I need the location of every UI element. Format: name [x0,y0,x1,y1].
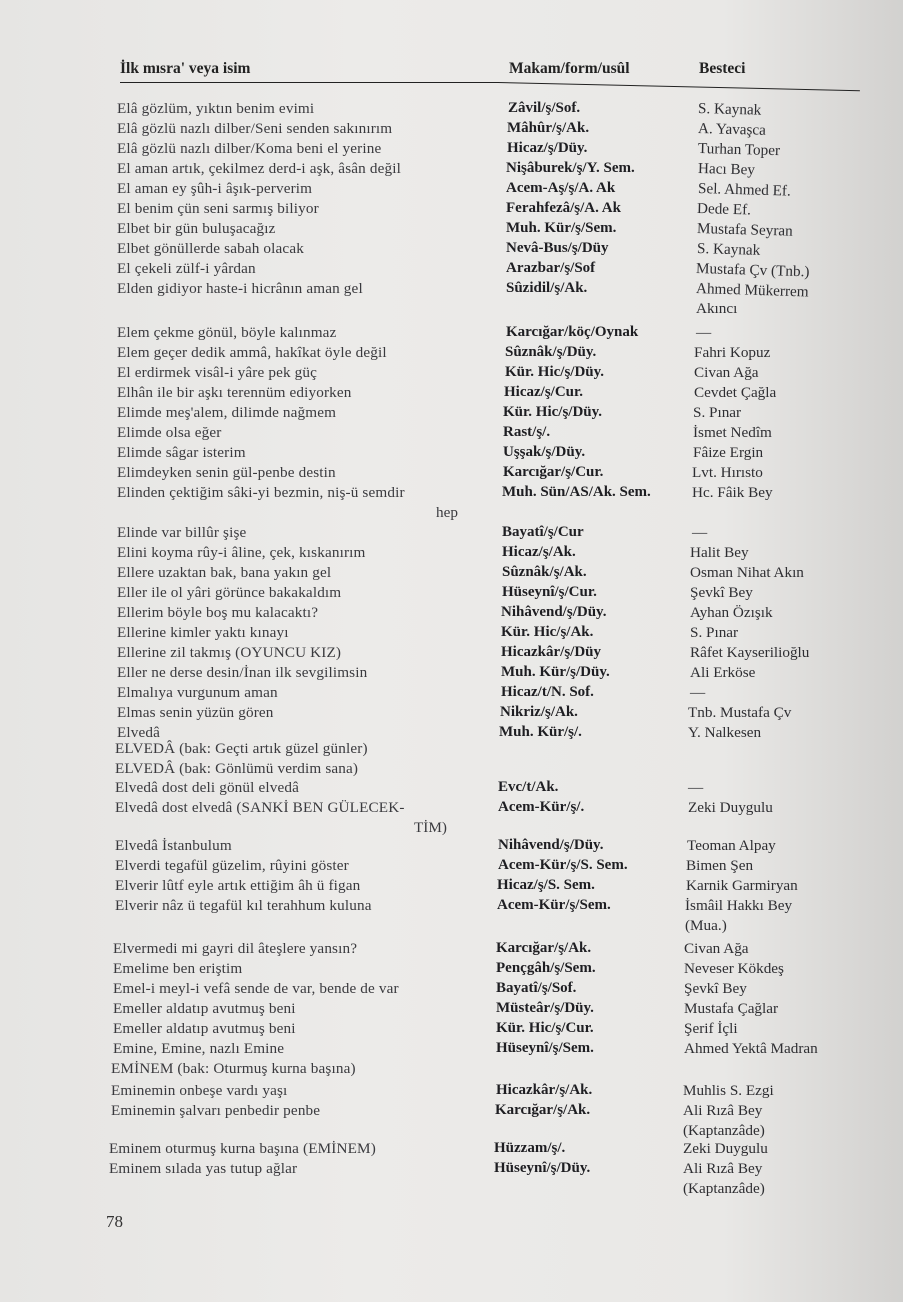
entry-first-line: Emelime ben eriştim [113,960,243,977]
entry-makam: Acem-Kür/ş/. [498,799,585,815]
entry-first-line: Elmalıya vurgunum aman [117,684,278,701]
entry-composer: Halit Bey [690,544,749,561]
entry-composer: Turhan Toper [697,140,781,160]
entry-composer: Cevdet Çağla [694,384,777,401]
entry-composer: Şevkî Bey [684,980,747,997]
entry-first-line: Eller ile ol yâri görünce bakakaldım [117,584,342,601]
entry-composer: Civan Ağa [694,364,759,381]
entry-row [0,160,903,181]
entry-first-line: Elhân ile bir aşkı terennüm ediyorken [117,384,352,401]
entry-makam: Hicazkâr/ş/Düy [501,644,601,660]
entry-first-line: Elverdi tegafül güzelim, rûyini göster [115,857,349,874]
entry-first-line: Elvedâ dost deli gönül elvedâ [115,779,300,796]
entry-first-line: Elimdeyken senin gül-penbe destin [117,464,336,481]
entry-composer-continued: (Kaptanzâde) [683,1122,765,1139]
entry-makam: Hüseynî/ş/Cur. [502,584,597,600]
entry-composer-continued: (Mua.) [685,917,727,934]
entry-makam: Hicaz/ş/Ak. [502,544,576,560]
entry-row [0,1000,903,1021]
entry-composer: Ahmed Mükerrem [695,280,809,301]
entry-composer: Neveser Kökdeş [684,960,784,977]
entry-first-line: Elimde sâgar isterim [117,444,246,461]
entry-first-line: Elem çekme gönül, böyle kalınmaz [117,324,337,341]
entry-row [0,1140,903,1161]
entry-makam: Pençgâh/ş/Sem. [496,960,596,976]
entry-composer-continued: Akıncı [696,300,738,317]
entry-makam: Sûznâk/ş/Düy. [505,344,597,360]
entry-composer: Teoman Alpay [687,837,776,854]
entry-row [0,684,903,705]
entry-composer: İsmet Nedîm [693,424,772,441]
entry-composer: Zeki Duygulu [688,799,773,816]
entry-composer: Sel. Ahmed Ef. [697,180,792,200]
entry-row [0,1020,903,1041]
entry-row [0,324,903,345]
entry-makam: Mâhûr/ş/Ak. [507,120,590,136]
entry-makam: Muh. Kür/ş/Sem. [506,220,617,236]
entry-row [0,960,903,981]
entry-row [0,100,903,121]
entry-composer: Mustafa Seyran [696,220,793,240]
entry-row [0,940,903,961]
header-makam: Makam/form/usûl [509,60,630,77]
entry-composer: Hacı Bey [697,160,756,179]
entry-makam: Hüzzam/ş/. [494,1140,566,1156]
entry-row [0,280,903,317]
entry-makam: Hicaz/ş/S. Sem. [497,877,595,893]
entry-row [0,220,903,241]
entry-first-line: Emine, Emine, nazlı Emine [113,1040,285,1057]
page-number: 78 [106,1212,123,1231]
entry-row [0,1060,903,1081]
entry-row [0,1040,903,1061]
entry-makam: Sûzidil/ş/Ak. [506,280,588,296]
entry-row [0,604,903,625]
entry-first-line: Ellerine kimler yaktı kınayı [117,624,289,641]
entry-row [0,837,903,858]
entry-makam: Muh. Kür/ş/Düy. [501,664,610,680]
entry-row [0,897,903,934]
entry-first-line: Emeller aldatıp avutmuş beni [113,1000,296,1017]
entry-row [0,740,903,761]
entry-row [0,799,903,836]
entry-first-line: Eller ne derse desin/İnan ilk sevgilimsin [117,664,368,681]
entry-makam: Kür. Hic/ş/Düy. [503,404,603,420]
entry-makam: Muh. Kür/ş/. [499,724,582,740]
entry-first-line: EMİNEM (bak: Oturmuş kurna başına) [111,1060,356,1077]
entry-first-line: Ellerine zil takmış (OYUNCU KIZ) [117,644,342,661]
entry-makam: Acem-Aş/ş/A. Ak [506,180,616,196]
entry-row [0,1102,903,1139]
entry-row [0,200,903,221]
entry-row [0,544,903,565]
entry-makam: Müsteâr/ş/Düy. [496,1000,594,1016]
entry-composer: — [690,684,706,701]
entry-first-line: Elinde var billûr şişe [117,524,247,541]
entry-row [0,524,903,545]
entry-composer: Osman Nihat Akın [690,564,804,581]
entry-first-line: El aman ey şûh-i âşık-perverim [117,180,313,197]
entry-first-line: El çekeli zülf-i yârdan [117,260,256,277]
entry-row [0,704,903,725]
entry-composer: A. Yavaşca [697,120,767,139]
entry-first-line: Emel-i meyl-i vefâ sende de var, bende de var [113,980,399,997]
entry-first-line: Eminemin şalvarı penbedir penbe [111,1102,321,1119]
entry-composer: Civan Ağa [684,940,749,957]
entry-row [0,1160,903,1197]
entry-composer: Dede Ef. [696,200,752,219]
entry-first-line-continued: hep [436,504,458,521]
entry-composer: Zeki Duygulu [683,1140,768,1157]
entry-first-line: Elimde olsa eğer [117,424,222,441]
entry-row [0,240,903,261]
entry-composer: — [696,324,712,341]
entry-composer: Fâize Ergin [693,444,764,461]
entry-composer: Ali Rızâ Bey [683,1102,763,1119]
entry-makam: Karcığar/ş/Cur. [503,464,604,480]
entry-makam: Muh. Sün/AS/Ak. Sem. [502,484,651,500]
entry-row [0,980,903,1001]
entry-makam: Bayatî/ş/Sof. [496,980,577,996]
entry-makam: Rast/ş/. [503,424,551,440]
entry-row [0,1082,903,1103]
entry-makam: Kür. Hic/ş/Düy. [505,364,605,380]
entry-makam: Nihâvend/ş/Düy. [501,604,607,620]
entry-composer: Ali Rızâ Bey [683,1160,763,1177]
entry-row [0,404,903,425]
entry-row [0,779,903,800]
entry-makam: Karcığar/ş/Ak. [495,1102,591,1118]
entry-row [0,760,903,781]
entry-makam: Acem-Kür/ş/S. Sem. [498,857,628,873]
entry-makam: Evc/t/Ak. [498,779,559,795]
entry-first-line: Elinden çektiğim sâki-yi bezmin, niş-ü semdir [117,484,405,501]
entry-makam: Nişâburek/ş/Y. Sem. [506,160,635,176]
entry-first-line-continued: TİM) [414,819,447,836]
entry-composer: Şevkî Bey [690,584,753,601]
entry-row [0,260,903,281]
entry-composer: — [692,524,708,541]
entry-first-line: Ellerim böyle boş mu kalacaktı? [117,604,319,621]
entry-row [0,484,903,521]
entry-makam: Hicaz/t/N. Sof. [501,684,594,700]
header-rule-left [120,82,498,83]
entry-composer: Mustafa Çağlar [684,1000,779,1017]
entry-first-line: Elvedâ dost elvedâ (SANKİ BEN GÜLECEK- [115,799,405,816]
entry-composer: S. Pınar [690,624,739,641]
entry-first-line: Eminem oturmuş kurna başına (EMİNEM) [109,1140,376,1157]
entry-row [0,364,903,385]
entry-row [0,584,903,605]
entry-row [0,644,903,665]
entry-composer: Şerif İçli [684,1020,738,1037]
entry-first-line: Elverir lûtf eyle artık ettiğim âh ü figan [115,877,361,894]
entry-row [0,424,903,445]
entry-first-line: Elem geçer dedik ammâ, hakîkat öyle değil [117,344,387,361]
entry-first-line: Elbet bir gün buluşacağız [117,220,276,237]
entry-first-line: Elvermedi mi gayri dil âteşlere yansın? [113,940,358,957]
entry-makam: Hicazkâr/ş/Ak. [496,1082,593,1098]
entry-row [0,384,903,405]
entry-makam: Hicaz/ş/Cur. [504,384,584,400]
entry-row [0,624,903,645]
entry-first-line: ELVEDÂ (bak: Gönlümü verdim sana) [115,760,359,777]
entry-composer: Lvt. Hırısto [692,464,763,481]
entry-composer: Muhlis S. Ezgi [683,1082,774,1099]
entry-composer: — [688,779,704,796]
entry-composer: S. Pınar [693,404,742,421]
entry-makam: Acem-Kür/ş/Sem. [497,897,611,913]
entry-row [0,877,903,898]
entry-makam: Karcığar/ş/Ak. [496,940,592,956]
entry-first-line: Elden gidiyor haste-i hicrânın aman gel [117,280,363,297]
entry-makam: Sûznâk/ş/Ak. [502,564,587,580]
entry-makam: Bayatî/ş/Cur [502,524,584,540]
entry-first-line: Elmas senin yüzün gören [117,704,274,721]
entry-composer: Fahri Kopuz [694,344,771,361]
entry-composer: Karnik Garmiryan [686,877,798,894]
entry-composer: Y. Nalkesen [688,724,762,741]
entry-first-line: Elâ gözlüm, yıktın benim evimi [117,100,315,117]
entry-first-line: Eminemin onbeşe vardı yaşı [111,1082,288,1099]
entry-composer: İsmâil Hakkı Bey [685,897,793,914]
entry-makam: Uşşak/ş/Düy. [503,444,586,460]
entry-makam: Ferahfezâ/ş/A. Ak [506,200,621,216]
entry-makam: Kür. Hic/ş/Ak. [501,624,594,640]
entry-composer: Râfet Kayserilioğlu [690,644,810,661]
entry-first-line: El aman artık, çekilmez derd-i aşk, âsân değil [117,160,401,177]
entry-composer: Bimen Şen [686,857,754,874]
entry-row [0,857,903,878]
entry-makam: Nihâvend/ş/Düy. [498,837,604,853]
entry-composer: Mustafa Çv (Tnb.) [695,260,810,281]
entry-first-line: ELVEDÂ (bak: Geçti artık güzel günler) [115,740,368,757]
entry-first-line: Elâ gözlü nazlı dilber/Seni senden sakınırım [117,120,393,137]
header-first-line: İlk mısra' veya isim [120,60,251,77]
entry-row [0,140,903,161]
entry-row [0,444,903,465]
entry-first-line: Eminem sılada yas tutup ağlar [109,1160,298,1177]
entry-row [0,464,903,485]
entry-composer: Hc. Fâik Bey [692,484,773,501]
entry-first-line: Ellere uzaktan bak, bana yakın gel [117,564,332,581]
entry-makam: Zâvil/ş/Sof. [508,100,581,116]
entry-composer: Ayhan Özışık [690,604,773,621]
header-composer: Besteci [699,60,746,77]
entry-first-line: Elini koyma rûy-i âline, çek, kıskanırım [117,544,366,561]
entry-composer: S. Kaynak [696,240,761,259]
entry-first-line: Elbet gönüllerde sabah olacak [117,240,304,257]
entry-first-line: Elimde meş'alem, dilimde nağmem [117,404,337,421]
entry-row [0,180,903,201]
header-rule-right [498,82,860,91]
entry-composer-continued: (Kaptanzâde) [683,1180,765,1197]
entry-first-line: Emeller aldatıp avutmuş beni [113,1020,296,1037]
entry-makam: Arazbar/ş/Sof [506,260,596,276]
entry-makam: Nikriz/ş/Ak. [500,704,578,720]
entry-composer: S. Kaynak [697,100,762,119]
entry-makam: Karcığar/köç/Oynak [506,324,639,340]
entry-first-line: Elvedâ [117,724,161,741]
entry-row [0,664,903,685]
entry-first-line: El benim çün seni sarmış biliyor [117,200,319,217]
entry-makam: Kür. Hic/ş/Cur. [496,1020,594,1036]
entry-makam: Nevâ-Bus/ş/Düy [506,240,609,256]
entry-first-line: El erdirmek visâl-i yâre pek güç [117,364,318,381]
entry-row [0,344,903,365]
entry-makam: Hüseynî/ş/Sem. [496,1040,594,1056]
entry-composer: Ahmed Yektâ Madran [684,1040,818,1057]
entry-composer: Ali Erköse [690,664,756,681]
entry-composer: Tnb. Mustafa Çv [688,704,792,721]
entry-row [0,564,903,585]
entry-makam: Hicaz/ş/Düy. [507,140,588,156]
entry-row [0,120,903,141]
entry-first-line: Elâ gözlü nazlı dilber/Koma beni el yerine [117,140,382,157]
entry-first-line: Elverir nâz ü tegafül kıl terahhum kuluna [115,897,372,914]
entry-first-line: Elvedâ İstanbulum [115,837,232,854]
entry-makam: Hüseynî/ş/Düy. [494,1160,591,1176]
